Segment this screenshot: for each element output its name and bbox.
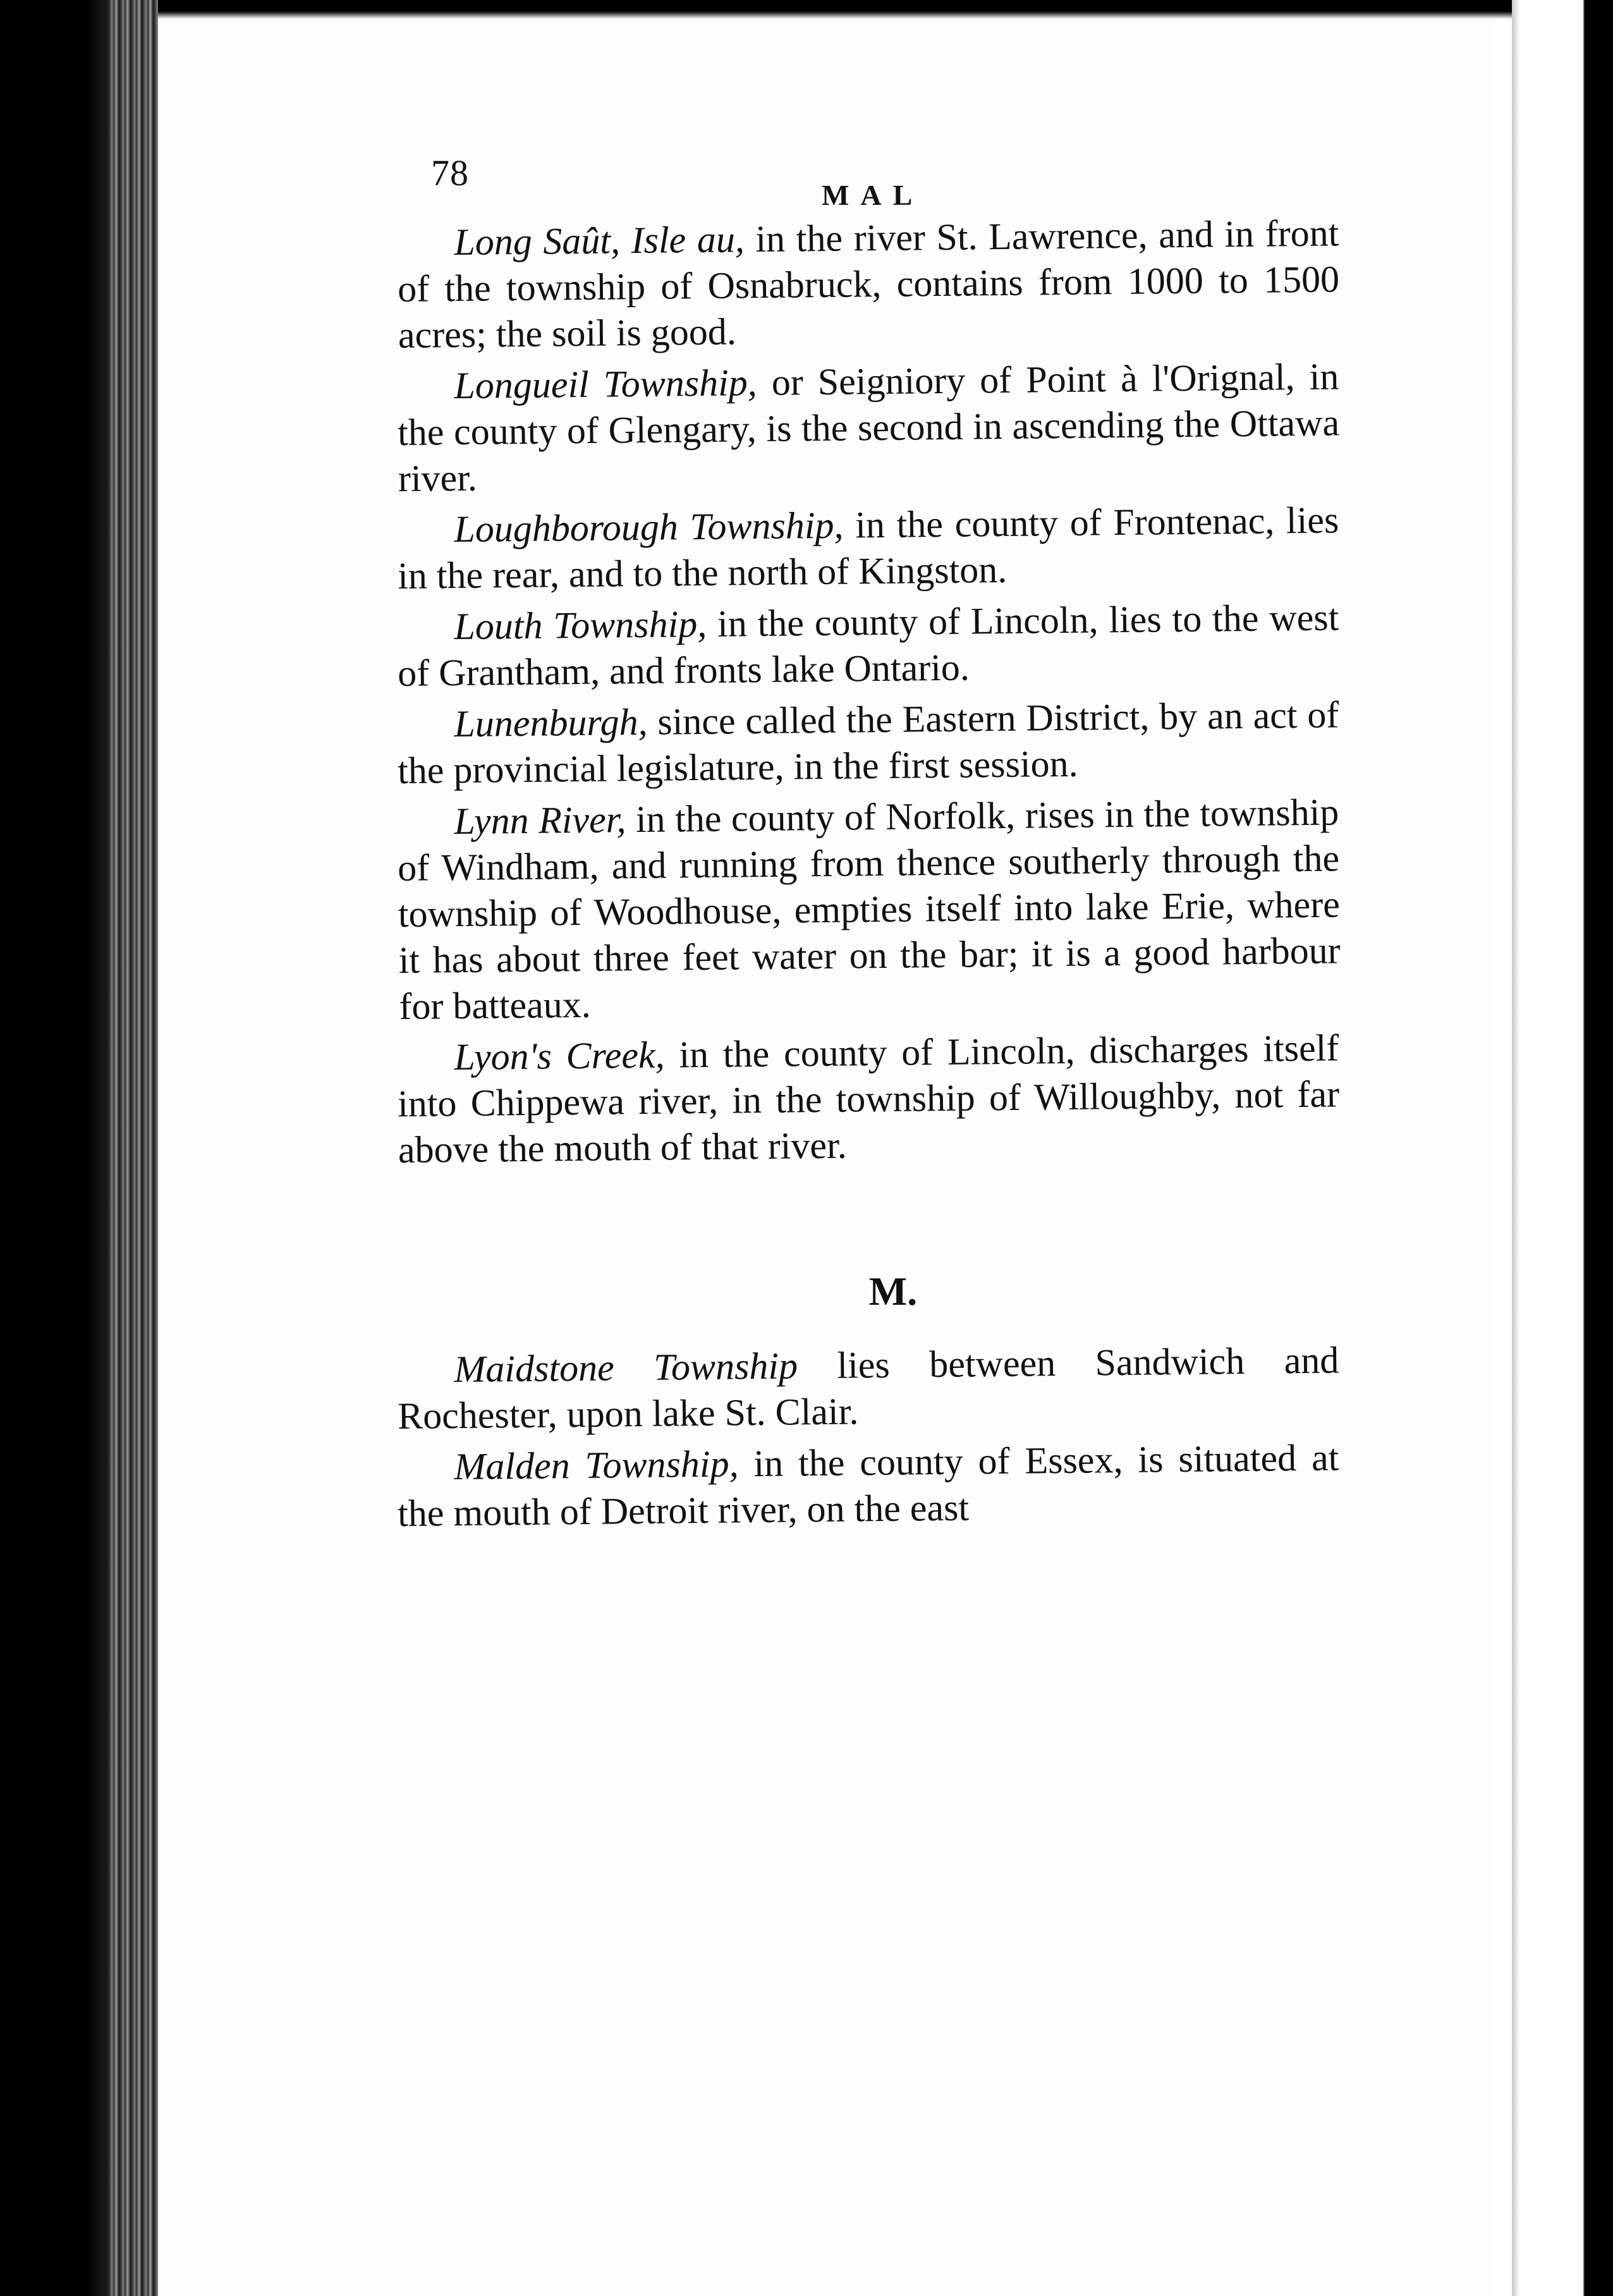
- entry-term: Lyon's Creek,: [454, 1034, 665, 1078]
- entry-text: in the county of Lincoln, lies to the west of Grantham, and fronts lake Ontario.: [397, 596, 1339, 694]
- page-body: [397, 212, 1341, 1542]
- entry-malden: [397, 1434, 1339, 1537]
- entry-lynn-river: [397, 789, 1341, 1030]
- entry-term: Long Saût, Isle au,: [454, 218, 745, 264]
- section-letter-heading: M.: [868, 1269, 918, 1314]
- entry-term: Malden Township,: [454, 1443, 739, 1488]
- scan-border-top: [158, 0, 1613, 19]
- entry-maidstone: [397, 1337, 1339, 1439]
- page-edges: [107, 0, 158, 2296]
- entry-long-saut: [397, 210, 1340, 358]
- entry-text: in the county of Norfolk, rises in the township of Windham, and running from thence southerly through the township of Woodhouse, empties itself into lake Erie, where it has about three feet water on the bar; it is a good harbour for batteaux.: [397, 791, 1341, 1027]
- entry-term: Lunenburgh,: [454, 700, 648, 745]
- entry-term: Maidstone Township: [454, 1345, 798, 1391]
- entry-term: Lynn River,: [454, 798, 626, 843]
- entry-text: in the county of Essex, is situated at the mouth of Detroit river, on the east: [397, 1436, 1339, 1534]
- entry-text: lies between Sandwich and Rochester, upon lake St. Clair.: [397, 1339, 1339, 1437]
- entry-term: Louth Township,: [454, 602, 707, 648]
- entry-lyons-creek: [397, 1025, 1340, 1173]
- entry-term: Loughborough Township,: [454, 504, 844, 551]
- entry-longueil: [397, 353, 1340, 502]
- entry-louth: [397, 594, 1339, 697]
- entry-loughborough: [397, 497, 1339, 599]
- entry-text: or Seigniory of Point à l'Orignal, in the county of Glengary, is the second in ascending the Ottawa river.: [397, 355, 1340, 499]
- page-number: 78: [431, 152, 469, 193]
- entry-text: in the river St. Lawrence, and in front of the township of Osnabruck, contains from 1000 to 1500 acres; the soil is good.: [397, 212, 1340, 356]
- entry-lunenburgh: [397, 692, 1339, 794]
- entry-term: Longueil Township,: [454, 362, 758, 407]
- scan-background-right: [1512, 0, 1613, 2296]
- entry-text: in the county of Lincoln, discharges itself into Chippewa river, in the township of Willoughby, not far above the mouth of that river.: [397, 1027, 1340, 1171]
- entry-text: in the county of Frontenac, lies in the rear, and to the north of Kingston.: [397, 499, 1339, 597]
- entry-text: since called the Eastern District, by an act of the provincial legislature, in the first session.: [397, 693, 1339, 791]
- running-head: MAL: [822, 179, 924, 211]
